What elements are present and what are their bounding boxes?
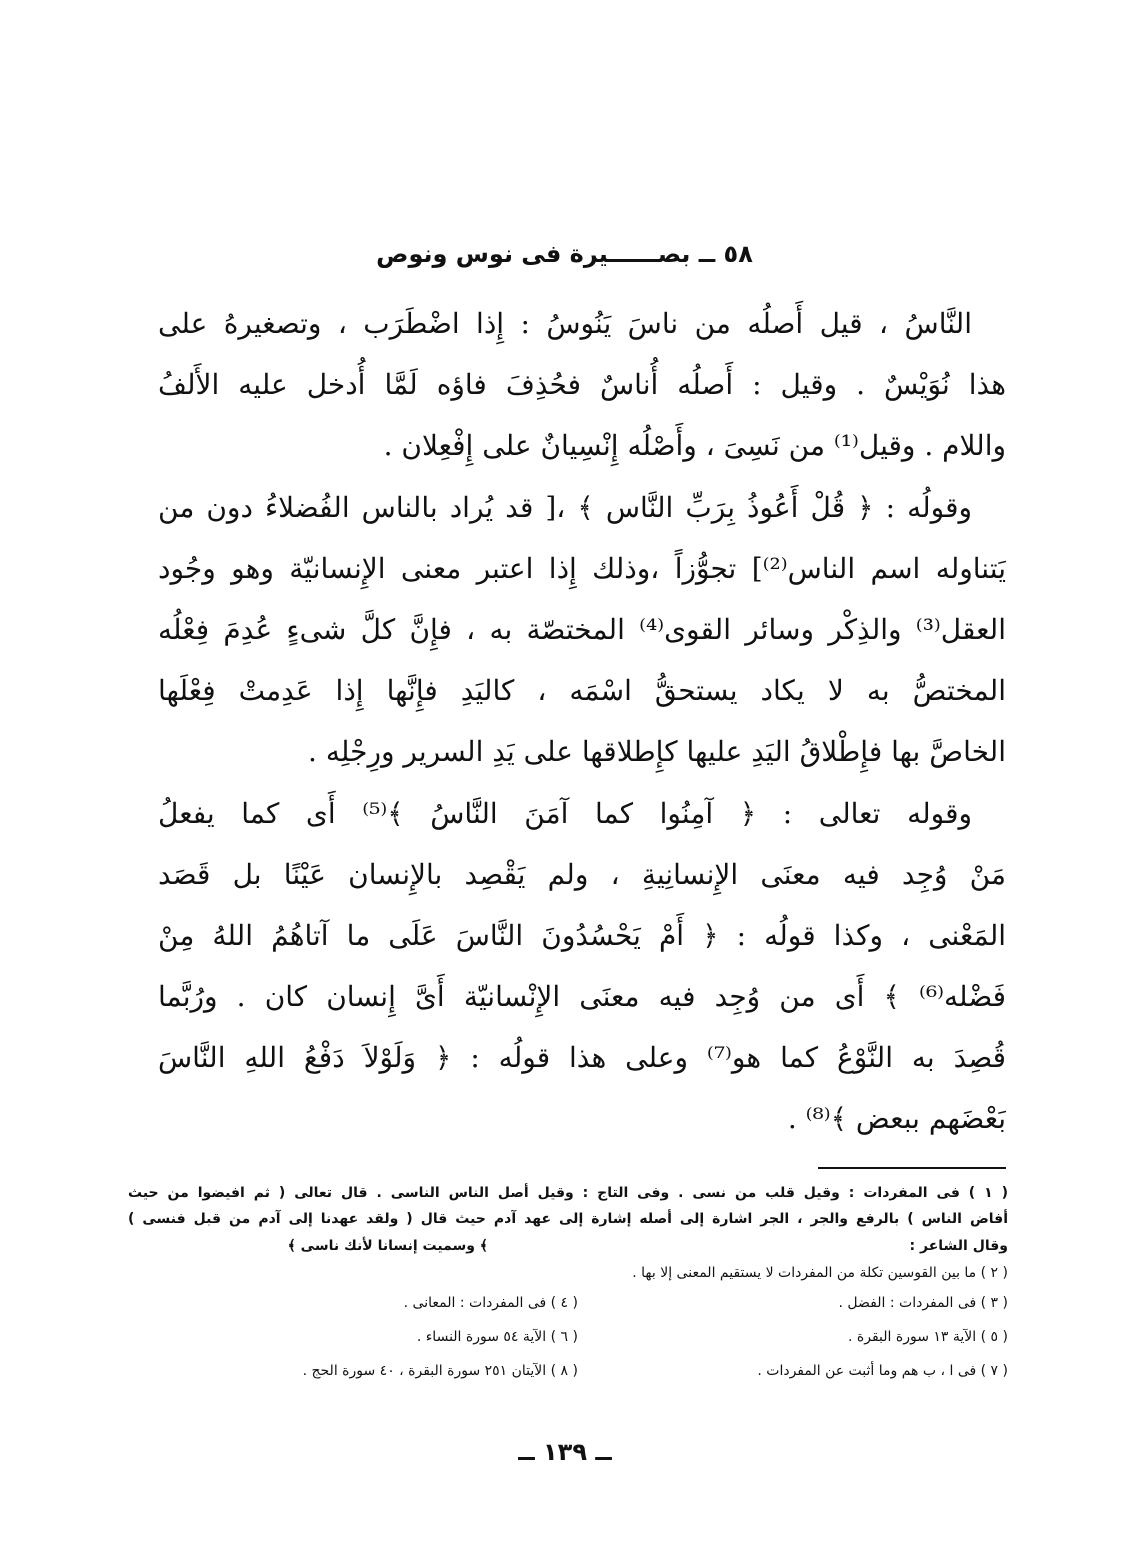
footnote-3: ( ٣ ) فى المفردات : الفضل . <box>838 1295 1008 1311</box>
text-line: الخاصَّ بها فإِطْلاقُ اليَدِ عليها كإِطلاقها على يَدِ السرير ورِجْلِه . <box>308 735 1006 769</box>
text-line: مَنْ وُجِد فيه معنَى الإِنسانِيةِ ، ولم يَقْصِد بالإِنسان عَيْنًا بل قَصَد <box>158 857 1006 891</box>
text-line: النَّاسُ ، قيل أَصلُه من ناسَ يَنُوسُ : إِذا اضْطَرَب ، وتصغيرهُ على <box>158 307 972 340</box>
text-line: هذا نُوَيْسٌ . وقيل : أَصلُه أُناسٌ فحُذِفَ فاؤه لَمَّا أُدخل عليه الأَلفُ <box>158 368 1006 402</box>
footnote-1-line-2: أفاض الناس ) بالرفع والجر ، الجر اشارة إلى أصله إشارة إلى عهد آدم حيث قال ( ولقد عهدنا إلى آدم من قبل فنسى ) <box>128 1211 1008 1227</box>
poem-verse: ﴾ وسميت إنسانا لأنك ناسى ﴾ <box>287 1238 488 1254</box>
text-line: يَتناوله اسم الناس⁽²⁾] تجوُّزاً ،وذلك إِذا اعتبر معنى الإِنسانيّة وهو وجُود <box>158 551 1006 585</box>
footnote-2: ( ٢ ) ما بين القوسين تكلة من المفردات لا يستقيم المعنى إلا بها . <box>632 1265 1008 1281</box>
text-line: وقولُه : ﴿ قُلْ أَعُوذُ بِرَبِّ النَّاس ﴾ ،[ قد يُراد بالناس الفُضلاءُ دون من <box>158 490 972 524</box>
footnote-7: ( ٧ ) فى ا ، ب هم وما أثبت عن المفردات . <box>757 1363 1008 1379</box>
footnote-row <box>128 1354 1008 1388</box>
page-number: ــ ١٣٩ ــ <box>518 1438 612 1466</box>
footnote-4: ( ٤ ) فى المفردات : المعانى . <box>403 1295 578 1311</box>
footnote-row <box>128 1286 1008 1320</box>
footnote-separator <box>818 1167 1006 1169</box>
text-line: فَضْله⁽⁶⁾ ﴾ أَى من وُجِد فيه معنَى الإِنْسانيّة أَىَّ إِنسان كان . ورُبَّما <box>158 980 1006 1014</box>
footnote-5: ( ٥ ) الآية ١٣ سورة البقرة . <box>848 1329 1008 1345</box>
text-line: المختصُّ به لا يكاد يستحقُّ اسْمَه ، كاليَدِ فإِنَّها إِذا عَدِمتْ فِعْلَها <box>158 674 1006 708</box>
text-line: وقوله تعالى : ﴿ آمِنُوا كما آمَنَ النَّاسُ ﴾⁽⁵⁾ أَى كما يفعلُ <box>158 796 972 830</box>
footnote-6: ( ٦ ) الآية ٥٤ سورة النساء . <box>416 1329 578 1345</box>
footnotes <box>128 1180 1008 1420</box>
footnote-8: ( ٨ ) الآيتان ٢٥١ سورة البقرة ، ٤٠ سورة الحج . <box>302 1363 578 1379</box>
text-line: العقل⁽³⁾ والذِكْر وسائر القوى⁽⁴⁾ المختصّة به ، فإِنَّ كلَّ شىءٍ عُدِمَ فِعْلُه <box>158 612 1006 646</box>
footnote-1-verse-row <box>128 1232 1008 1260</box>
text-line: المَعْنى ، وكذا قولُه : ﴿ أَمْ يَحْسُدُونَ النَّاسَ عَلَى ما آتاهُمُ اللهُ مِنْ <box>158 918 1006 952</box>
text-line: بَعْضَهم ببعض ﴾⁽⁸⁾ . <box>787 1102 1006 1136</box>
footnote-1-line-1: ( ١ ) فى المفردات : وقيل قلب من نسى . وفى التاج : وقيل أصل الناس الناسى . قال تعالى ( ثم افيضوا من حيث <box>128 1185 1008 1201</box>
footnote-row <box>128 1320 1008 1354</box>
poet-label: وقال الشاعر : <box>909 1238 1008 1254</box>
page-header: ٥٨ ــ بصــــــيرة فى نوس ونوص <box>376 240 753 268</box>
main-text <box>158 293 1006 1163</box>
text-line: واللام . وقيل⁽¹⁾ من نَسِىَ ، وأَصْلُه إِنْسِيانٌ على إِفْعِلان . <box>383 429 1006 463</box>
text-line: قُصِدَ به النَّوْعُ كما هو⁽⁷⁾ وعلى هذا قولُه : ﴿ وَلَوْلاَ دَفْعُ اللهِ النَّاسَ <box>158 1041 1006 1075</box>
